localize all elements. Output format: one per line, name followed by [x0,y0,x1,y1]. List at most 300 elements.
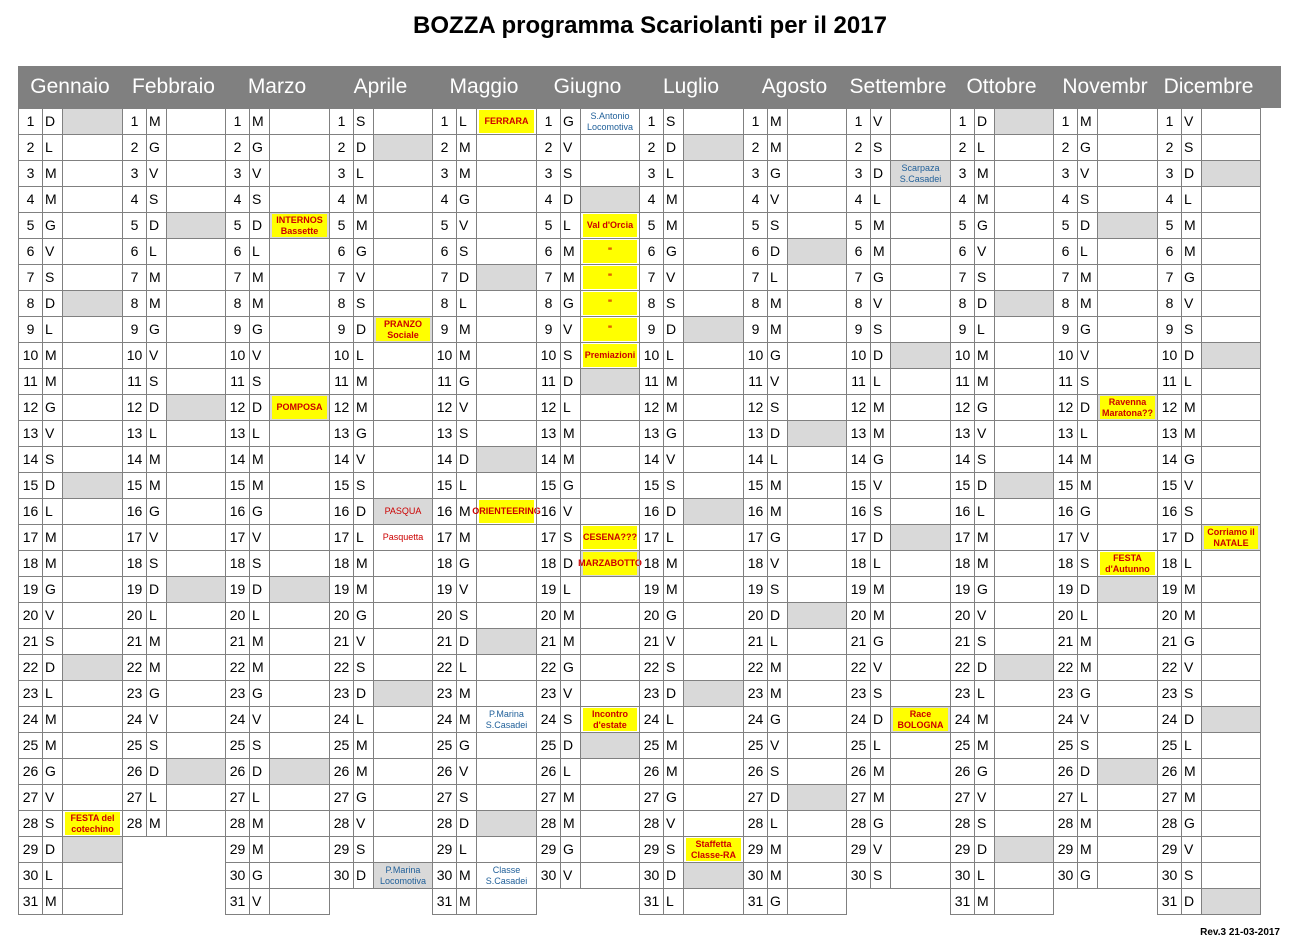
day-number: 16 [18,498,43,525]
event-cell [580,862,640,889]
event-cell [994,862,1054,889]
event-cell [373,290,433,317]
weekday-letter: S [1077,550,1098,577]
event-cell [994,888,1054,915]
event-cell [994,732,1054,759]
day-number: 12 [18,394,43,421]
weekday-letter: D [353,862,374,889]
event-cell [1201,134,1261,161]
day-number: 26 [225,758,250,785]
weekday-letter: G [42,394,63,421]
event-cell [62,550,123,577]
weekday-letter: M [870,784,891,811]
weekday-letter: G [974,758,995,785]
weekday-letter: M [456,342,477,369]
day-number: 13 [329,420,354,447]
weekday-letter: G [353,784,374,811]
event-cell [62,186,123,213]
day-number: 18 [225,550,250,577]
event-cell [373,706,433,733]
day-number: 12 [432,394,457,421]
day-number: 26 [536,758,561,785]
event-cell [476,732,537,759]
event-cell [787,758,847,785]
day-number: 21 [639,628,664,655]
weekday-letter: M [1181,394,1202,421]
weekday-letter: V [560,680,581,707]
day-number: 26 [1053,758,1078,785]
event-cell [476,134,537,161]
day-number: 22 [743,654,768,681]
weekday-letter: G [249,134,270,161]
month-name: Marzo [247,75,307,98]
weekday-letter: D [353,680,374,707]
event-cell [1097,420,1158,447]
day-number: 21 [18,628,43,655]
event-cell [1097,862,1158,889]
event-cell [683,602,744,629]
weekday-letter: V [870,108,891,135]
day-number: 17 [743,524,768,551]
weekday-letter: G [870,810,891,837]
weekday-letter: V [663,628,684,655]
event-cell [166,160,226,187]
day-number: 12 [122,394,147,421]
event-cell [1201,680,1261,707]
day-number: 1 [950,108,975,135]
day-number: 15 [432,472,457,499]
event-cell [166,394,226,421]
day-number: 17 [122,524,147,551]
event-cell [683,758,744,785]
weekday-letter: S [663,836,684,863]
day-number: 8 [432,290,457,317]
day-number: 20 [1053,602,1078,629]
weekday-letter: L [767,446,788,473]
weekday-letter: D [353,134,374,161]
day-number: 27 [122,784,147,811]
weekday-letter: D [974,472,995,499]
event-cell [683,524,744,551]
event-cell [1201,420,1261,447]
weekday-letter: M [974,160,995,187]
weekday-letter: L [870,368,891,395]
event-cell [1097,238,1158,265]
weekday-letter: V [42,784,63,811]
day-number: 28 [18,810,43,837]
weekday-letter: M [146,472,167,499]
weekday-letter: M [1077,472,1098,499]
day-number: 4 [846,186,871,213]
event-cell [1097,212,1158,239]
day-number: 7 [18,264,43,291]
day-number: 1 [1157,108,1182,135]
weekday-letter: M [353,368,374,395]
event-cell [580,394,640,421]
day-number: 6 [122,238,147,265]
day-number: 8 [639,290,664,317]
event-cell [1201,238,1261,265]
weekday-letter: M [353,394,374,421]
day-number: 16 [639,498,664,525]
day-number: 28 [122,810,147,837]
event-cell [166,706,226,733]
event-cell [580,446,640,473]
weekday-letter: L [456,472,477,499]
month-name: Giugno [553,75,622,98]
event-cell [62,836,123,863]
day-number: 25 [122,732,147,759]
weekday-letter: S [42,810,63,837]
event-cell [683,706,744,733]
weekday-letter: M [249,264,270,291]
event-cell [1097,186,1158,213]
event-cell [1097,316,1158,343]
weekday-letter: D [1077,394,1098,421]
weekday-letter: S [353,654,374,681]
event-cell [787,654,847,681]
weekday-letter: S [870,680,891,707]
day-number: 30 [846,862,871,889]
day-number: 11 [122,368,147,395]
weekday-letter: D [353,498,374,525]
event-cell [683,680,744,707]
event-label: Corriamo il NATALE [1204,526,1257,549]
event-cell [890,732,951,759]
weekday-letter: V [1181,836,1202,863]
event-cell [580,264,640,291]
day-number: 5 [225,212,250,239]
day-number: 24 [329,706,354,733]
day-number: 9 [432,316,457,343]
event-cell [787,108,847,135]
day-number: 29 [846,836,871,863]
day-number: 16 [1157,498,1182,525]
event-cell [62,888,123,915]
event-cell [890,342,951,369]
day-number: 10 [639,342,664,369]
day-number: 30 [18,862,43,889]
event-cell [166,238,226,265]
day-number: 23 [950,680,975,707]
day-number: 12 [743,394,768,421]
event-cell [1201,394,1261,421]
day-number: 30 [950,862,975,889]
day-number: 9 [536,316,561,343]
day-number: 14 [432,446,457,473]
weekday-letter: S [974,264,995,291]
day-number: 11 [432,368,457,395]
event-cell [994,472,1054,499]
weekday-letter: M [767,472,788,499]
day-number: 1 [846,108,871,135]
weekday-letter: V [870,654,891,681]
weekday-letter: L [870,550,891,577]
day-number: 2 [1157,134,1182,161]
day-number: 9 [743,316,768,343]
event-cell [166,628,226,655]
day-number: 1 [122,108,147,135]
event-cell [1201,758,1261,785]
weekday-letter: V [663,810,684,837]
day-number: 6 [432,238,457,265]
weekday-letter: L [146,420,167,447]
day-number: 7 [743,264,768,291]
event-label: FESTA del cotechino [65,812,119,835]
weekday-letter: L [663,706,684,733]
event-cell [580,810,640,837]
day-number: 16 [536,498,561,525]
event-cell [476,680,537,707]
event-label: " [583,292,636,315]
day-number: 20 [639,602,664,629]
weekday-letter: D [870,706,891,733]
event-cell [787,576,847,603]
weekday-letter: S [146,732,167,759]
day-number: 19 [950,576,975,603]
event-cell [476,212,537,239]
event-cell [269,446,330,473]
weekday-letter: D [663,134,684,161]
event-cell [580,628,640,655]
month-name: Agosto [761,75,828,98]
event-cell [166,186,226,213]
day-number: 7 [536,264,561,291]
weekday-letter: M [42,706,63,733]
weekday-letter: V [1077,342,1098,369]
event-cell [62,602,123,629]
weekday-letter: V [42,238,63,265]
event-cell [1097,524,1158,551]
weekday-letter: L [560,758,581,785]
weekday-letter: M [663,212,684,239]
day-number: 18 [18,550,43,577]
day-number: 28 [536,810,561,837]
weekday-letter: L [146,602,167,629]
event-cell [373,550,433,577]
day-number: 5 [846,212,871,239]
event-cell [890,706,951,733]
weekday-letter: D [767,784,788,811]
event-cell [373,758,433,785]
event-cell [373,862,433,889]
day-number: 25 [329,732,354,759]
day-number: 5 [432,212,457,239]
event-cell [994,342,1054,369]
event-cell [269,394,330,421]
day-number: 24 [846,706,871,733]
day-number: 16 [846,498,871,525]
day-number: 30 [639,862,664,889]
weekday-letter: S [1181,680,1202,707]
weekday-letter: D [249,212,270,239]
event-cell [269,134,330,161]
day-number: 4 [743,186,768,213]
weekday-letter: L [1181,732,1202,759]
day-number: 22 [225,654,250,681]
day-number: 13 [225,420,250,447]
day-number: 24 [1157,706,1182,733]
event-cell [787,732,847,759]
weekday-letter: V [767,732,788,759]
day-number: 19 [432,576,457,603]
event-cell [1097,576,1158,603]
day-number: 7 [329,264,354,291]
event-cell [787,784,847,811]
event-cell [580,654,640,681]
event-cell [476,784,537,811]
day-number: 23 [1157,680,1182,707]
day-number: 29 [329,836,354,863]
event-cell [373,628,433,655]
day-number: 21 [950,628,975,655]
weekday-letter: M [974,550,995,577]
weekday-letter: M [663,550,684,577]
event-cell [1201,602,1261,629]
event-cell [787,368,847,395]
weekday-letter: M [560,628,581,655]
weekday-letter: M [146,628,167,655]
day-number: 11 [743,368,768,395]
day-number: 17 [329,524,354,551]
day-number: 11 [536,368,561,395]
weekday-letter: G [560,108,581,135]
day-number: 14 [950,446,975,473]
weekday-letter: D [560,186,581,213]
event-label: Ravenna Maratona?? [1101,396,1153,418]
day-number: 17 [225,524,250,551]
weekday-letter: G [353,420,374,447]
day-number: 17 [1053,524,1078,551]
day-number: 8 [18,290,43,317]
weekday-letter: M [249,810,270,837]
event-cell [580,784,640,811]
weekday-letter: G [456,368,477,395]
day-number: 11 [1053,368,1078,395]
day-number: 30 [432,862,457,889]
weekday-letter: G [1077,862,1098,889]
day-number: 29 [1053,836,1078,863]
day-number: 19 [18,576,43,603]
event-label: " [583,240,636,263]
day-number: 21 [743,628,768,655]
weekday-letter: M [974,368,995,395]
day-number: 9 [225,316,250,343]
event-cell [683,446,744,473]
event-cell [580,472,640,499]
day-number: 6 [1053,238,1078,265]
event-cell [994,498,1054,525]
weekday-letter: S [249,368,270,395]
day-number: 23 [743,680,768,707]
event-cell [1097,706,1158,733]
weekday-letter: S [1181,134,1202,161]
day-number: 14 [122,446,147,473]
event-cell [890,836,951,863]
event-cell [269,732,330,759]
event-cell [994,784,1054,811]
event-cell [1097,108,1158,135]
weekday-letter: V [249,706,270,733]
event-cell [580,524,640,551]
event-cell [476,628,537,655]
event-cell [1097,160,1158,187]
event-cell [683,784,744,811]
weekday-letter: V [42,602,63,629]
day-number: 25 [639,732,664,759]
event-cell [472,498,541,525]
day-number: 18 [329,550,354,577]
day-number: 4 [1053,186,1078,213]
day-number: 18 [950,550,975,577]
event-cell [683,628,744,655]
event-cell [994,810,1054,837]
weekday-letter: V [870,290,891,317]
event-cell [1201,732,1261,759]
weekday-letter: G [767,342,788,369]
day-number: 27 [225,784,250,811]
weekday-letter: L [249,602,270,629]
weekday-letter: M [560,810,581,837]
event-cell [1097,680,1158,707]
day-number: 3 [743,160,768,187]
event-cell [994,576,1054,603]
day-number: 14 [329,446,354,473]
weekday-letter: M [767,836,788,863]
day-number: 2 [950,134,975,161]
day-number: 2 [639,134,664,161]
day-number: 31 [1157,888,1182,915]
event-cell [373,238,433,265]
event-cell [373,524,433,551]
weekday-letter: M [870,212,891,239]
event-cell [476,602,537,629]
day-number: 21 [329,628,354,655]
weekday-letter: D [974,290,995,317]
weekday-letter: M [456,862,477,889]
weekday-letter: M [663,758,684,785]
event-cell [166,264,226,291]
event-cell [1097,342,1158,369]
weekday-letter: S [560,706,581,733]
weekday-letter: G [974,576,995,603]
event-cell [683,420,744,447]
event-cell [994,550,1054,577]
weekday-letter: D [1181,706,1202,733]
event-cell [787,420,847,447]
weekday-letter: V [1181,654,1202,681]
day-number: 5 [122,212,147,239]
weekday-letter: S [146,186,167,213]
event-cell [166,316,226,343]
day-number: 27 [639,784,664,811]
weekday-letter: M [663,368,684,395]
event-cell [373,680,433,707]
event-label: Race BOLOGNA [893,708,947,731]
weekday-letter: S [456,420,477,447]
event-cell [373,108,433,135]
weekday-letter: M [663,732,684,759]
day-number: 10 [432,342,457,369]
month-name: Ottobre [966,75,1037,98]
day-number: 21 [122,628,147,655]
day-number: 16 [122,498,147,525]
weekday-letter: V [560,498,581,525]
event-cell [269,784,330,811]
event-cell [1201,524,1261,551]
weekday-letter: V [767,368,788,395]
day-number: 29 [432,836,457,863]
